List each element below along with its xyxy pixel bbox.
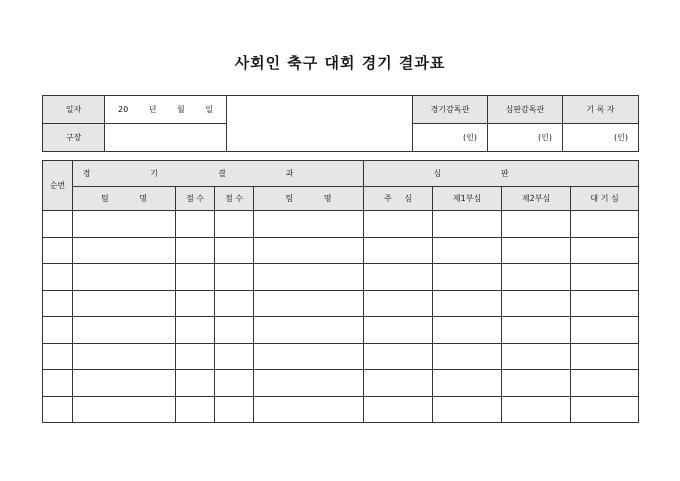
order-cell[interactable] <box>43 237 73 264</box>
table-cell[interactable] <box>571 264 639 291</box>
official-label: 기 록 자 <box>563 96 639 124</box>
fourth-official-header: 대 기 심 <box>571 187 639 211</box>
table-cell[interactable] <box>433 396 502 423</box>
seal-field[interactable]: (인) <box>488 124 563 152</box>
table-cell[interactable] <box>215 396 254 423</box>
table-cell[interactable] <box>364 211 433 238</box>
table-cell[interactable] <box>571 370 639 397</box>
order-cell[interactable] <box>43 290 73 317</box>
table-cell[interactable] <box>433 237 502 264</box>
table-cell[interactable] <box>215 370 254 397</box>
assistant-referee-1-header: 제1부심 <box>433 187 502 211</box>
team-name-header: 팀 명 <box>254 187 364 211</box>
table-cell[interactable] <box>215 211 254 238</box>
table-cell[interactable] <box>254 264 364 291</box>
seal-field[interactable]: (인) <box>563 124 639 152</box>
table-cell[interactable] <box>254 370 364 397</box>
official-label: 심판감독관 <box>488 96 563 124</box>
table-cell[interactable] <box>73 211 176 238</box>
table-cell[interactable] <box>176 237 215 264</box>
table-cell[interactable] <box>502 343 571 370</box>
table-cell[interactable] <box>73 237 176 264</box>
chief-referee-header: 주 심 <box>364 187 433 211</box>
table-cell[interactable] <box>254 343 364 370</box>
page-title: 사회인 축구 대회 경기 결과표 <box>234 54 446 72</box>
table-cell[interactable] <box>571 396 639 423</box>
table-row <box>43 264 639 291</box>
official-label: 경기감독관 <box>413 96 488 124</box>
table-cell[interactable] <box>73 343 176 370</box>
table-cell[interactable] <box>364 370 433 397</box>
table-cell[interactable] <box>176 264 215 291</box>
table-cell[interactable] <box>502 317 571 344</box>
referee-header: 심판 <box>364 161 639 187</box>
table-row <box>43 370 639 397</box>
table-cell[interactable] <box>73 264 176 291</box>
table-cell[interactable] <box>364 343 433 370</box>
table-row <box>43 317 639 344</box>
table-cell[interactable] <box>176 317 215 344</box>
table-cell[interactable] <box>254 211 364 238</box>
table-cell[interactable] <box>254 396 364 423</box>
table-cell[interactable] <box>254 237 364 264</box>
table-cell[interactable] <box>502 290 571 317</box>
order-cell[interactable] <box>43 343 73 370</box>
date-prefix: 20 <box>117 105 129 114</box>
blank-area[interactable] <box>227 96 413 152</box>
table-cell[interactable] <box>433 370 502 397</box>
order-header: 순번 <box>43 161 73 211</box>
table-cell[interactable] <box>176 370 215 397</box>
table-cell[interactable] <box>73 317 176 344</box>
table-cell[interactable] <box>571 290 639 317</box>
table-cell[interactable] <box>73 396 176 423</box>
table-cell[interactable] <box>364 264 433 291</box>
table-cell[interactable] <box>176 211 215 238</box>
table-cell[interactable] <box>571 343 639 370</box>
table-cell[interactable] <box>571 211 639 238</box>
venue-field[interactable] <box>105 124 227 152</box>
table-cell[interactable] <box>433 264 502 291</box>
table-cell[interactable] <box>364 290 433 317</box>
day-label: 일 <box>205 105 214 114</box>
score-header: 점 수 <box>176 187 215 211</box>
results-table <box>42 160 639 423</box>
order-cell[interactable] <box>43 211 73 238</box>
table-cell[interactable] <box>215 264 254 291</box>
date-label: 일자 <box>43 96 105 124</box>
table-row <box>43 396 639 423</box>
table-row <box>43 211 639 238</box>
month-label: 월 <box>177 105 185 114</box>
table-cell[interactable] <box>364 317 433 344</box>
table-cell[interactable] <box>433 343 502 370</box>
table-cell[interactable] <box>215 317 254 344</box>
team-name-header: 팀 명 <box>73 187 176 211</box>
table-cell[interactable] <box>215 237 254 264</box>
order-cell[interactable] <box>43 264 73 291</box>
table-cell[interactable] <box>176 343 215 370</box>
table-cell[interactable] <box>433 290 502 317</box>
table-cell[interactable] <box>254 317 364 344</box>
table-cell[interactable] <box>433 317 502 344</box>
table-cell[interactable] <box>571 317 639 344</box>
game-result-header: 경기결과 <box>73 161 364 187</box>
table-cell[interactable] <box>433 211 502 238</box>
score-header: 점 수 <box>215 187 254 211</box>
table-cell[interactable] <box>502 211 571 238</box>
table-cell[interactable] <box>176 290 215 317</box>
table-cell[interactable] <box>502 396 571 423</box>
year-label: 년 <box>148 105 157 114</box>
table-row <box>43 237 639 264</box>
assistant-referee-2-header: 제2부심 <box>502 187 571 211</box>
order-cell[interactable] <box>43 396 73 423</box>
table-cell[interactable] <box>502 237 571 264</box>
table-cell[interactable] <box>73 370 176 397</box>
table-row <box>43 290 639 317</box>
order-cell[interactable] <box>43 317 73 344</box>
seal-field[interactable]: (인) <box>413 124 488 152</box>
table-cell[interactable] <box>254 290 364 317</box>
table-cell[interactable] <box>176 396 215 423</box>
table-cell[interactable] <box>364 237 433 264</box>
table-cell[interactable] <box>364 396 433 423</box>
table-cell[interactable] <box>215 290 254 317</box>
table-cell[interactable] <box>502 370 571 397</box>
table-cell[interactable] <box>571 237 639 264</box>
table-row <box>43 343 639 370</box>
info-table <box>42 95 639 152</box>
venue-label: 구장 <box>43 124 105 152</box>
table-cell[interactable] <box>502 264 571 291</box>
order-cell[interactable] <box>43 370 73 397</box>
date-field[interactable] <box>105 96 227 124</box>
table-cell[interactable] <box>215 343 254 370</box>
table-cell[interactable] <box>73 290 176 317</box>
